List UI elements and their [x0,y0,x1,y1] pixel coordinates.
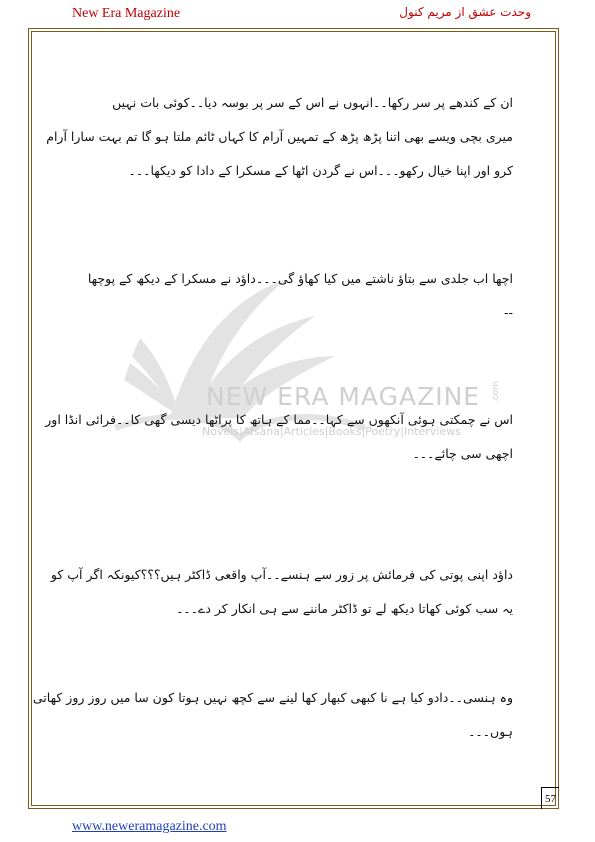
paragraph-4 [50,558,513,626]
text-line: یہ سب کوئی کھاتا دیکھ لے تو ڈاکٹر ماننے سے ہی انکار کر دے۔۔۔ [176,601,513,616]
watermark-domain: .com [491,380,501,403]
novel-title: وحدت عشق از مریم کنول [399,5,531,19]
page-number: 57 [541,787,559,809]
text-line: -- [503,305,513,320]
paragraph-5 [32,681,513,749]
magazine-name: New Era Magazine [72,6,181,21]
text-line: ان کے کندھے پر سر رکھا۔۔انہوں نے اس کے سر پر بوسہ دیا۔۔کوئی بات نہیں [112,95,513,110]
text-line: ہوں۔۔۔ [468,724,513,739]
website-link[interactable]: www.neweramagazine.com [72,819,227,834]
text-line: کرو اور اپنا خیال رکھو۔۔۔اس نے گردن اٹھا کے مسکرا کے دادا کو دیکھا۔۔۔ [128,163,513,178]
watermark-subtitle: Novels|Afsana|Articles|Books|Poetry|Interviews [202,425,461,438]
text-line: اس نے چمکتی ہوئی آنکھوں سے کہا۔۔مما کے ہاتھ کا پراٹھا دیسی گھی کا۔۔فرائی انڈا اور [45,412,513,427]
text-line: داؤد اپنی پوتی کی فرمائش پر زور سے ہنسے۔۔آپ واقعی ڈاکٹر ہیں؟؟؟کیونکہ اگر آپ کو [50,567,513,582]
watermark-title: NEW ERA MAGAZINE [206,382,481,411]
paragraph-1 [46,86,513,188]
text-line: اچھا اب جلدی سے بتاؤ ناشتے میں کیا کھاؤ گی۔۔۔داؤد نے مسکرا کے دیکھ کے پوچھا [87,271,513,286]
text-line: اچھی سی چائے۔۔۔ [412,446,513,461]
paragraph-3 [45,403,513,471]
text-line: وہ ہنسی۔۔دادو کیا ہے نا کبھی کبھار کھا لینے سے کچھ نہیں ہوتا کون سا میں روز روز کھاتی [32,690,513,705]
text-line: میری بچی ویسے بھی اتنا پڑھ پڑھ کے تمہیں آرام کا کہاں ٹائم ملتا ہو گا تم بہت سارا آرام [46,129,513,144]
paragraph-2 [74,262,513,330]
